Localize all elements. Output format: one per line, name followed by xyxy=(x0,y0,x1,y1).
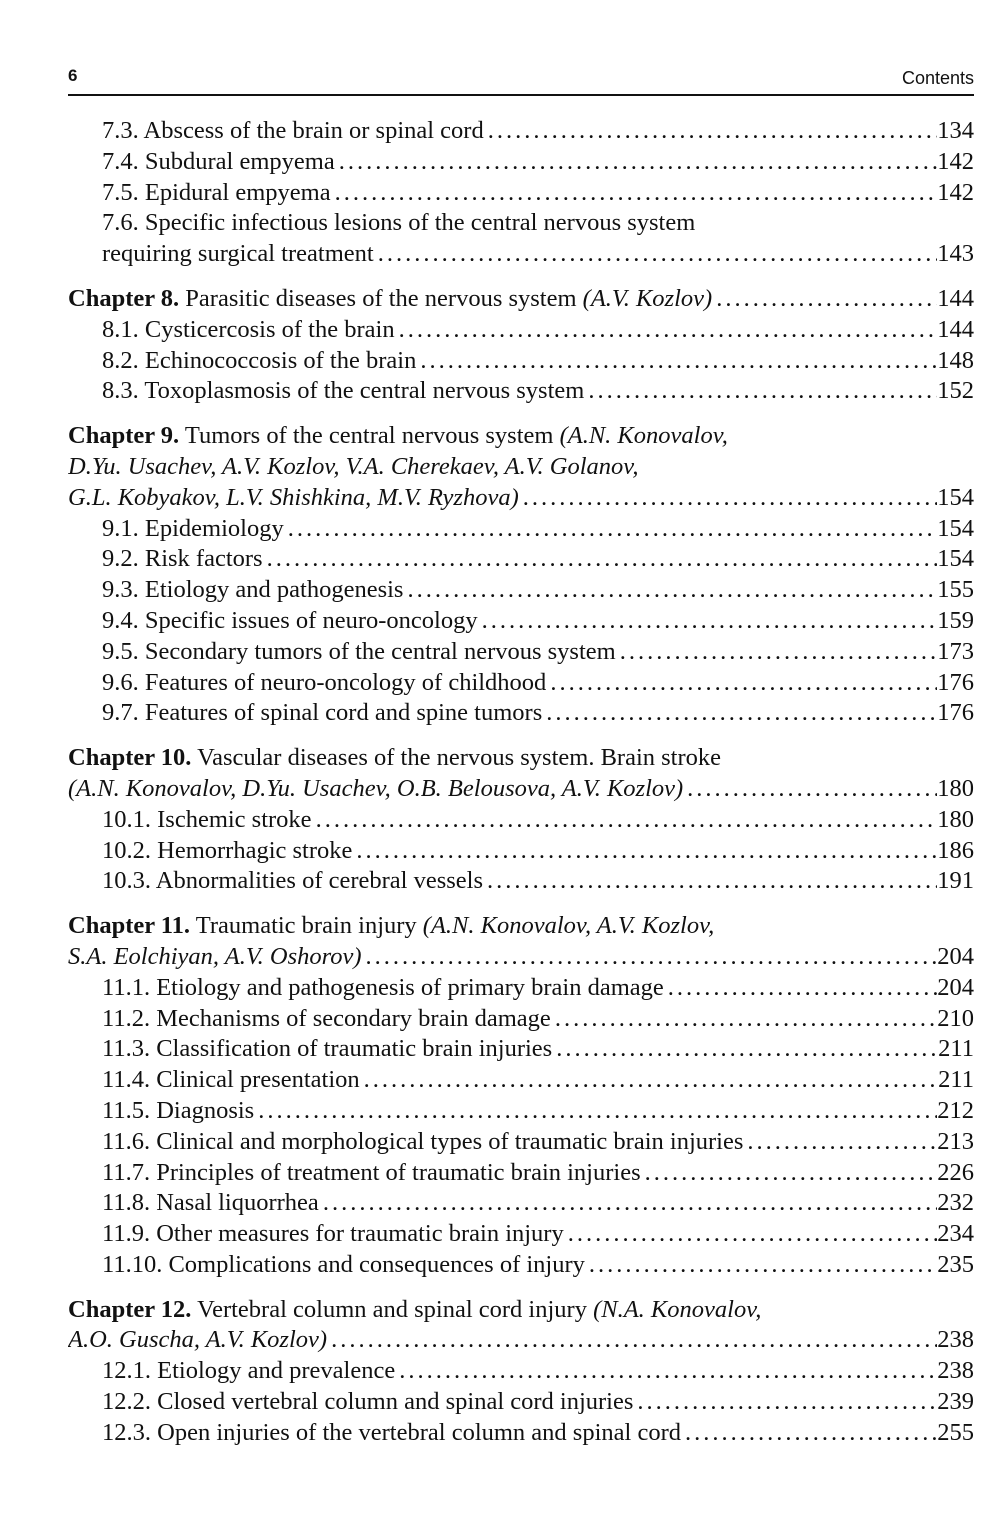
toc-entry: 12.2. Closed vertebral column and spinal cord injuries ..... 239 xyxy=(68,1387,974,1418)
toc-entry: 11.10. Complications and consequences of injury ..... 235 xyxy=(68,1250,974,1281)
section-title: Contents xyxy=(901,68,974,88)
toc-entry: 8.2. Echinococcosis of the brain ..... 148 xyxy=(68,346,974,377)
toc-entry: 10.3. Abnormalities of cerebral vessels ..... 191 xyxy=(68,866,974,897)
toc-entry: 8.1. Cysticercosis of the brain ..... 144 xyxy=(68,315,974,346)
chapter-authors: S.A. Eolchiyan, A.V. Oshorov) ..... 204 xyxy=(68,942,974,973)
toc-entry: 9.7. Features of spinal cord and spine tumors ..... 176 xyxy=(68,698,974,729)
toc-entry: 9.4. Specific issues of neuro-oncology ..... 159 xyxy=(68,606,974,637)
toc-entry: 10.1. Ischemic stroke ..... 180 xyxy=(68,805,974,836)
toc-entry: 8.3. Toxoplasmosis of the central nervous system ..... 152 xyxy=(68,376,974,407)
toc-entry: 7.4. Subdural empyema ..... 142 xyxy=(68,147,974,178)
toc-entry: 11.1. Etiology and pathogenesis of primary brain damage ..... 204 xyxy=(68,973,974,1004)
table-of-contents xyxy=(68,116,974,1449)
toc-entry: 11.5. Diagnosis ..... 212 xyxy=(68,1096,974,1127)
toc-entry: 11.7. Principles of treatment of traumatic brain injuries ..... 226 xyxy=(68,1158,974,1189)
chapter-heading: Chapter 12. Vertebral column and spinal cord injury (N.A. Konovalov, xyxy=(68,1295,762,1323)
toc-entry: 11.6. Clinical and morphological types of traumatic brain injuries ..... 213 xyxy=(68,1127,974,1158)
chapter-authors: A.O. Guscha, A.V. Kozlov) ..... 238 xyxy=(68,1325,974,1356)
running-header xyxy=(68,66,974,96)
toc-entry: 9.6. Features of neuro-oncology of childhood ..... 176 xyxy=(68,668,974,699)
toc-entry: 7.6. Specific infectious lesions of the central nervous system xyxy=(102,209,696,237)
toc-entry: 7.5. Epidural empyema ..... 142 xyxy=(68,178,974,209)
toc-entry: 11.2. Mechanisms of secondary brain damage ..... 210 xyxy=(68,1004,974,1035)
toc-entry: 9.3. Etiology and pathogenesis ..... 155 xyxy=(68,575,974,606)
chapter-heading: Chapter 9. Tumors of the central nervous system (A.N. Konovalov, xyxy=(68,422,728,450)
chapter-authors: G.L. Kobyakov, L.V. Shishkina, M.V. Ryzhova) ..... 154 xyxy=(68,483,974,514)
toc-entry: 12.3. Open injuries of the vertebral column and spinal cord ..... 255 xyxy=(68,1418,974,1449)
toc-entry: 9.5. Secondary tumors of the central nervous system ..... 173 xyxy=(68,637,974,668)
page-number: 6 xyxy=(68,66,78,85)
toc-entry: 9.1. Epidemiology ..... 154 xyxy=(68,514,974,545)
chapter-authors: D.Yu. Usachev, A.V. Kozlov, V.A. Cherekaev, A.V. Golanov, xyxy=(68,452,639,480)
toc-entry: 9.2. Risk factors ..... 154 xyxy=(68,544,974,575)
chapter-heading: Chapter 10. Vascular diseases of the nervous system. Brain stroke xyxy=(68,744,722,772)
chapter-heading: Chapter 11. Traumatic brain injury (A.N. Konovalov, A.V. Kozlov, xyxy=(68,912,715,940)
chapter-authors: (A.N. Konovalov, D.Yu. Usachev, O.B. Belousova, A.V. Kozlov) ..... 180 xyxy=(68,774,974,805)
toc-entry: 10.2. Hemorrhagic stroke ..... 186 xyxy=(68,836,974,867)
toc-entry: 12.1. Etiology and prevalence ..... 238 xyxy=(68,1356,974,1387)
toc-entry: 7.3. Abscess of the brain or spinal cord ..... 134 xyxy=(68,116,974,147)
chapter-heading: Chapter 8. Parasitic diseases of the nervous system (A.V. Kozlov) ..... 144 xyxy=(68,284,974,315)
toc-entry: 11.4. Clinical presentation ..... 211 xyxy=(68,1065,974,1096)
toc-entry: 11.9. Other measures for traumatic brain injury ..... 234 xyxy=(68,1219,974,1250)
toc-entry: 11.8. Nasal liquorrhea ..... 232 xyxy=(68,1188,974,1219)
toc-entry: 11.3. Classification of traumatic brain injuries ..... 211 xyxy=(68,1034,974,1065)
toc-entry: requiring surgical treatment ..... 143 xyxy=(68,239,974,270)
